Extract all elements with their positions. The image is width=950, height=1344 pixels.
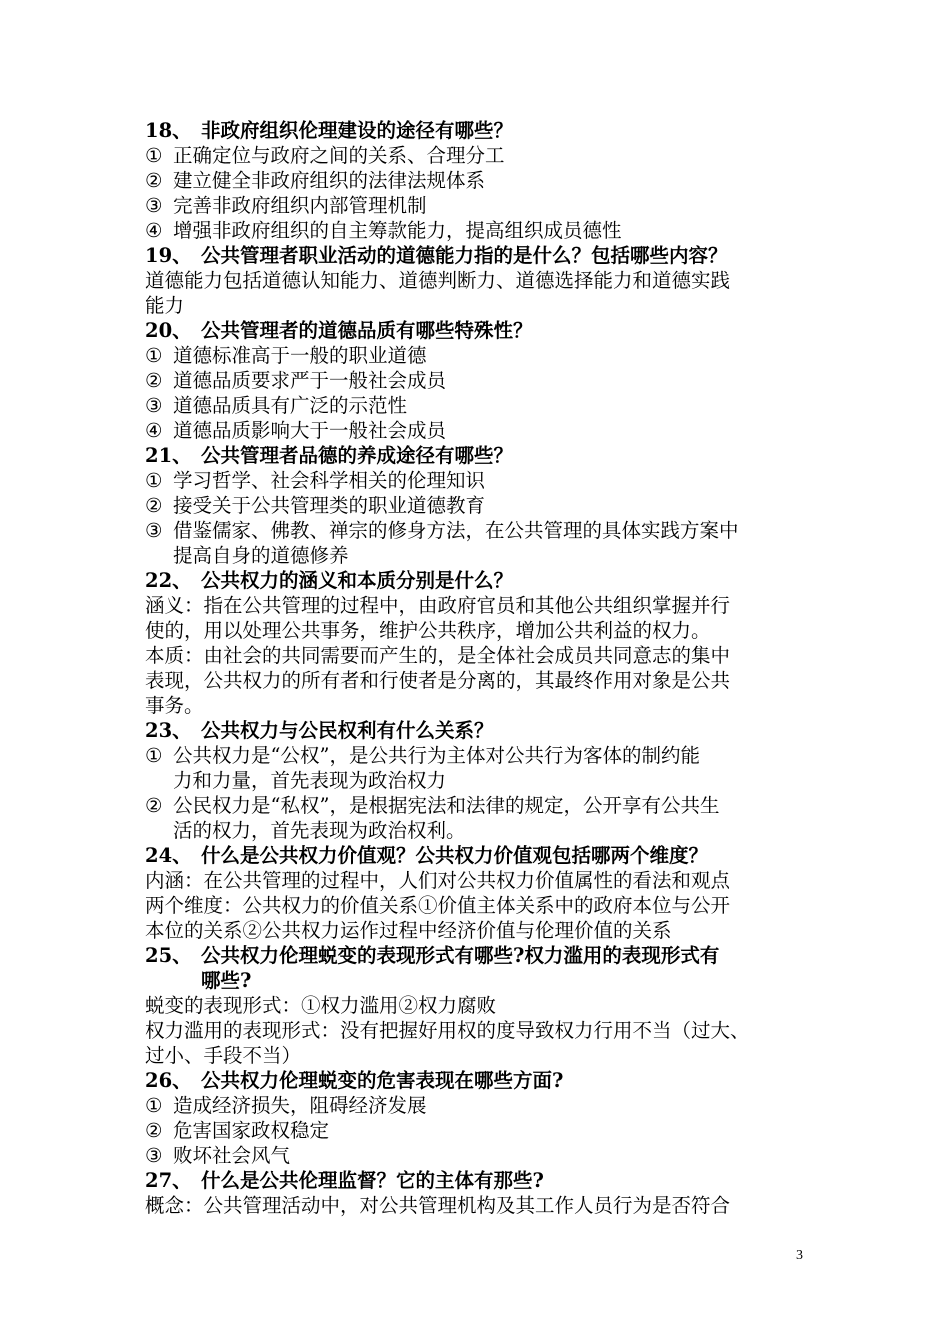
list-item-text: 正确定位与政府之间的关系、合理分工 <box>173 144 505 167</box>
answer-text: 使的，用以处理公共事务，维护公共秩序，增加公共利益的权力。 <box>145 619 711 642</box>
question-text: 公共管理者品德的养成途径有哪些？ <box>201 444 514 467</box>
list-item-text: 道德品质要求严于一般社会成员 <box>173 369 447 392</box>
list-item <box>145 743 815 768</box>
list-item <box>145 393 815 418</box>
question-heading <box>145 318 815 343</box>
list-item <box>145 518 815 543</box>
question-heading <box>145 568 815 593</box>
list-item-text: 道德品质影响大于一般社会成员 <box>173 419 447 442</box>
list-marker: ① <box>145 144 163 167</box>
question-heading <box>145 1168 815 1193</box>
list-item-continuation: 力和力量，首先表现为政治权力 <box>173 769 447 792</box>
list-item <box>145 418 815 443</box>
list-item-text: 造成经济损失，阻碍经济发展 <box>173 1094 427 1117</box>
question-number: 26、 <box>145 1069 192 1092</box>
list-item-text: 败坏社会风气 <box>173 1144 291 1167</box>
list-marker: ② <box>145 1119 163 1142</box>
list-item <box>145 368 815 393</box>
question-text: 公共权力与公民权利有什么关系？ <box>201 719 494 742</box>
answer-text: 道德能力包括道德认知能力、道德判断力、道德选择能力和道德实践 <box>145 269 731 292</box>
answer-text: 内涵：在公共管理的过程中，人们对公共权力价值属性的看法和观点 <box>145 869 731 892</box>
list-marker: ① <box>145 744 163 767</box>
list-item <box>145 1143 815 1168</box>
list-marker: ① <box>145 469 163 492</box>
answer-text: 蜕变的表现形式：①权力滥用②权力腐败 <box>145 994 497 1017</box>
question-number: 20、 <box>145 319 192 342</box>
list-marker: ④ <box>145 219 163 242</box>
list-item <box>145 493 815 518</box>
answer-text: 概念：公共管理活动中，对公共管理机构及其工作人员行为是否符合 <box>145 1194 731 1217</box>
list-marker: ③ <box>145 194 163 217</box>
question-continuation: 哪些? <box>201 969 252 992</box>
question-heading <box>145 943 815 968</box>
question-number: 23、 <box>145 719 192 742</box>
question-number: 25、 <box>145 944 192 967</box>
question-text: 公共管理者职业活动的道德能力指的是什么？包括哪些内容？ <box>201 244 728 267</box>
answer-text: 涵义：指在公共管理的过程中，由政府官员和其他公共组织掌握并行 <box>145 594 731 617</box>
list-item-continuation: 提高自身的道德修养 <box>173 544 349 567</box>
list-item-continuation: 活的权力，首先表现为政治权利。 <box>173 819 466 842</box>
list-item-text: 危害国家政权稳定 <box>173 1119 330 1142</box>
question-heading <box>145 118 815 143</box>
question-heading <box>145 243 815 268</box>
list-marker: ③ <box>145 519 163 542</box>
list-marker: ② <box>145 494 163 517</box>
answer-text: 表现，公共权力的所有者和行使者是分离的，其最终作用对象是公共 <box>145 669 731 692</box>
list-marker: ② <box>145 369 163 392</box>
list-item-text: 公共权力是“公权”，是公共行为主体对公共行为客体的制约能 <box>173 744 700 767</box>
question-number: 19、 <box>145 244 192 267</box>
list-item-text: 完善非政府组织内部管理机制 <box>173 194 427 217</box>
list-item <box>145 1118 815 1143</box>
question-number: 18、 <box>145 119 192 142</box>
list-marker: ② <box>145 794 163 817</box>
list-item-text: 建立健全非政府组织的法律法规体系 <box>173 169 486 192</box>
question-number: 22、 <box>145 569 192 592</box>
answer-text: 过小、手段不当） <box>145 1044 302 1067</box>
page-number: 3 <box>796 1248 803 1263</box>
answer-text: 本位的关系②公共权力运作过程中经济价值与伦理价值的关系 <box>145 919 672 942</box>
question-text: 公共权力伦理蜕变的危害表现在哪些方面? <box>201 1069 564 1092</box>
list-item <box>145 218 815 243</box>
list-item <box>145 193 815 218</box>
list-item <box>145 1093 815 1118</box>
answer-text: 权力滥用的表现形式：没有把握好用权的度导致权力行用不当（过大、 <box>145 1019 750 1042</box>
list-item-text: 公民权力是“私权”，是根据宪法和法律的规定，公开享有公共生 <box>173 794 720 817</box>
question-number: 24、 <box>145 844 192 867</box>
question-text: 公共权力伦理蜕变的表现形式有哪些?权力滥用的表现形式有 <box>201 944 720 967</box>
list-item <box>145 168 815 193</box>
question-text: 什么是公共伦理监督？它的主体有那些? <box>201 1169 544 1192</box>
list-marker: ① <box>145 1094 163 1117</box>
answer-text: 能力 <box>145 294 185 317</box>
question-text: 什么是公共权力价值观？公共权力价值观包括哪两个维度？ <box>201 844 709 867</box>
list-item <box>145 343 815 368</box>
list-item <box>145 143 815 168</box>
question-heading <box>145 843 815 868</box>
question-number: 21、 <box>145 444 192 467</box>
list-marker: ① <box>145 344 163 367</box>
answer-text: 本质：由社会的共同需要而产生的，是全体社会成员共同意志的集中 <box>145 644 731 667</box>
question-text: 非政府组织伦理建设的途径有哪些？ <box>201 119 514 142</box>
question-text: 公共权力的涵义和本质分别是什么？ <box>201 569 514 592</box>
answer-text: 两个维度：公共权力的价值关系①价值主体关系中的政府本位与公开 <box>145 894 731 917</box>
answer-text: 事务。 <box>145 694 204 717</box>
list-item <box>145 793 815 818</box>
list-marker: ② <box>145 169 163 192</box>
question-heading <box>145 718 815 743</box>
list-item-text: 借鉴儒家、佛教、禅宗的修身方法，在公共管理的具体实践方案中 <box>173 519 739 542</box>
question-number: 27、 <box>145 1169 192 1192</box>
list-marker: ④ <box>145 419 163 442</box>
document-body <box>145 118 815 1218</box>
list-item-text: 接受关于公共管理类的职业道德教育 <box>173 494 486 517</box>
list-item-text: 增强非政府组织的自主筹款能力，提高组织成员德性 <box>173 219 622 242</box>
question-heading <box>145 1068 815 1093</box>
list-item-text: 道德标准高于一般的职业道德 <box>173 344 427 367</box>
list-marker: ③ <box>145 394 163 417</box>
question-heading <box>145 443 815 468</box>
question-text: 公共管理者的道德品质有哪些特殊性？ <box>201 319 533 342</box>
list-item-text: 道德品质具有广泛的示范性 <box>173 394 408 417</box>
list-item-text: 学习哲学、社会科学相关的伦理知识 <box>173 469 486 492</box>
list-item <box>145 468 815 493</box>
list-marker: ③ <box>145 1144 163 1167</box>
